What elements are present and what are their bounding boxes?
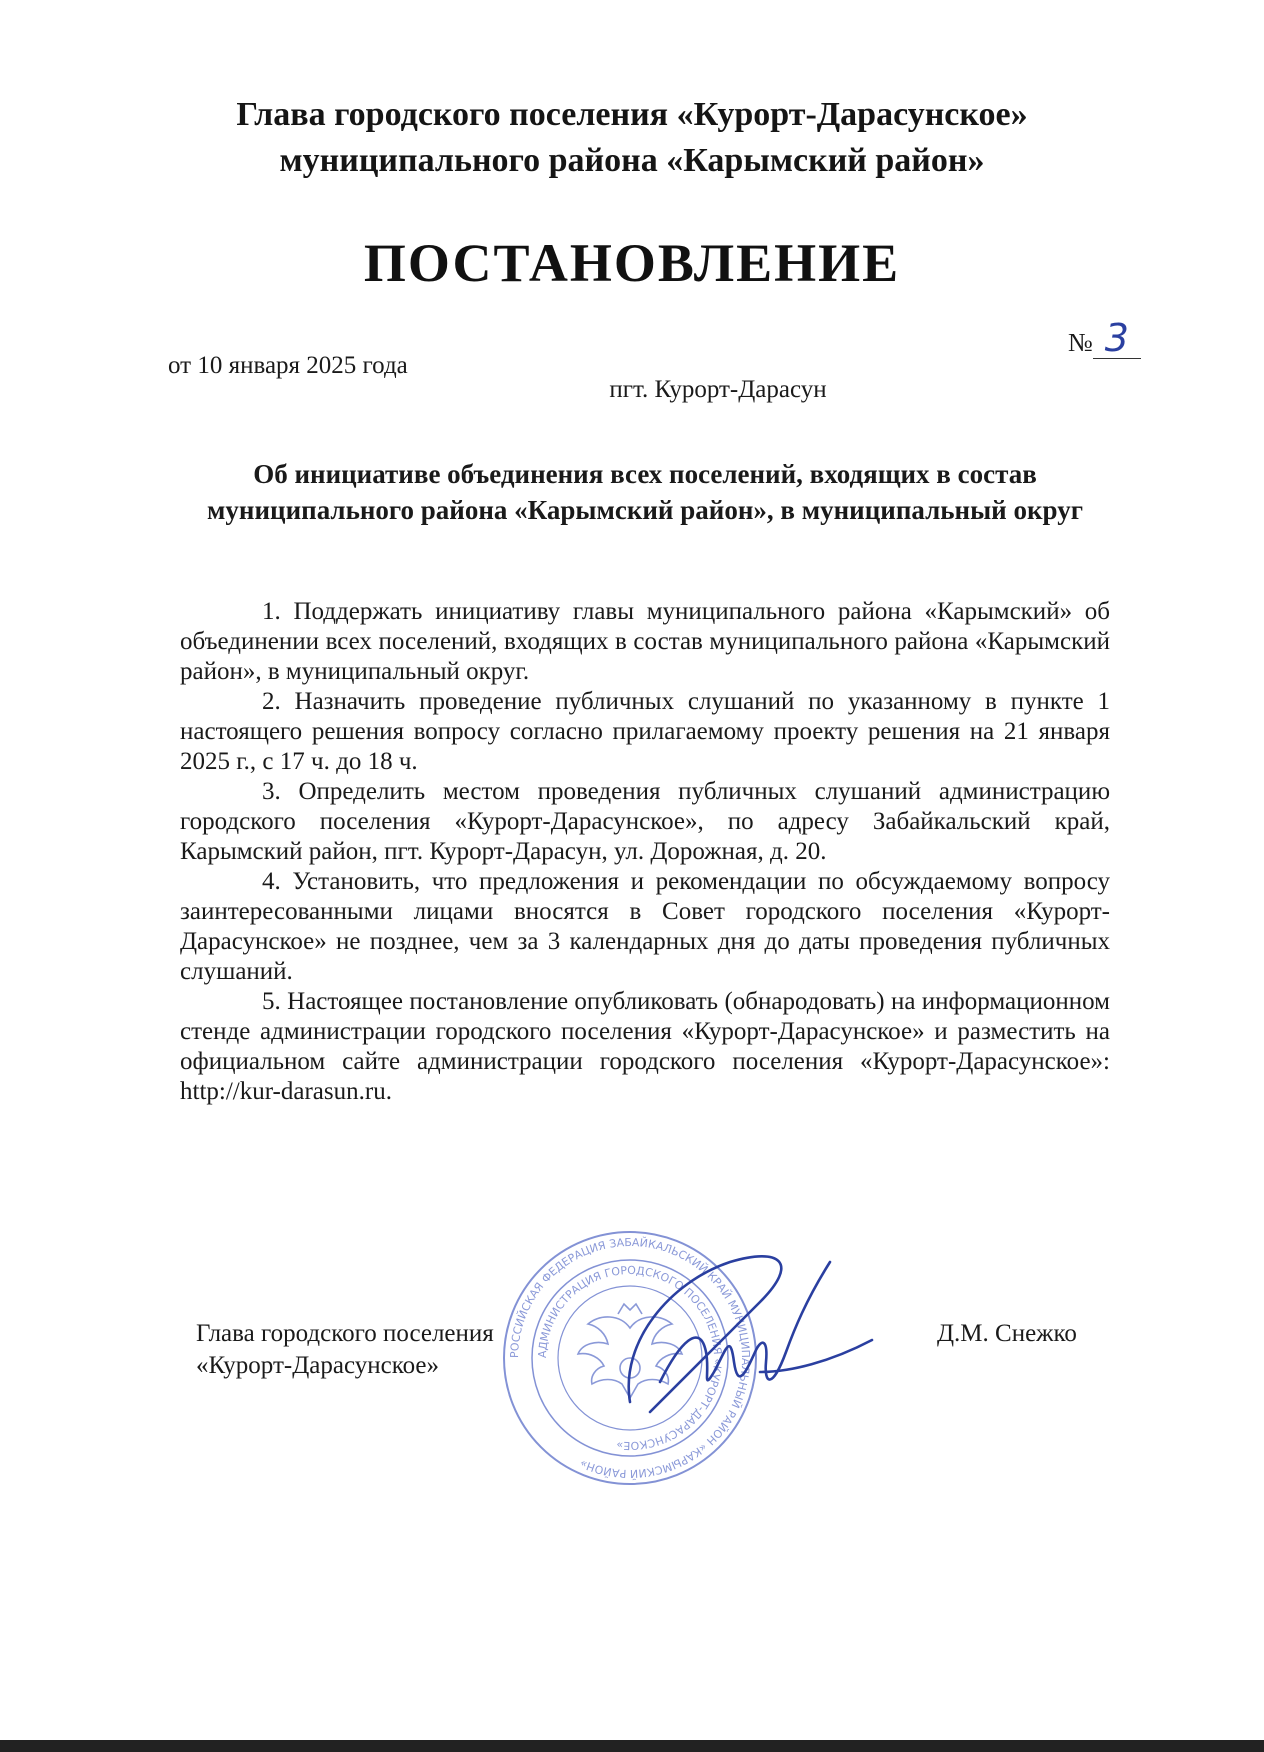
body-item: 3. Определить местом проведения публичных слушаний администрацию городского поселения «Курорт-Дарасунское», по адресу Забайкальский край, Карымский район, пгт. Курорт-Дарасун, ул. Дорожная, д. 20. <box>180 778 1110 865</box>
issuer-line-1: Глава городского поселения «Курорт-Дарасунское» <box>236 96 1028 133</box>
body-item: 4. Установить, что предложения и рекомендации по обсуждаемому вопросу заинтересованными лицами вносятся в Совет городского поселения «Курорт-Дарасунское» не позднее, чем за 3 календарных дня до даты проведения публичных слушаний. <box>180 868 1110 985</box>
number-value: 3 <box>1093 318 1141 359</box>
body-item: 1. Поддержать инициативу главы муниципального района «Карымский» об объединении всех поселений, входящих в состав муниципального района «Карымский район», в муниципальный округ. <box>180 598 1110 685</box>
issuer-line-2: муниципального района «Карымский район» <box>279 142 985 179</box>
place-label: пгт. Курорт-Дарасун <box>609 376 827 403</box>
document-body <box>180 597 1110 1107</box>
issuer-header <box>150 92 1114 184</box>
document-date: от 10 января 2025 года <box>168 352 408 379</box>
document-type-title: ПОСТАНОВЛЕНИЕ <box>363 233 901 293</box>
body-item: 5. Настоящее постановление опубликовать (обнародовать) на информационном стенде администрации городского поселения «Курорт-Дарасунское» и разместить на официальном сайте администрации городского поселения «Курорт-Дарасунское»: http://kur-darasun.ru. <box>180 988 1110 1105</box>
signatory-position <box>196 1318 494 1382</box>
scan-edge <box>0 1740 1264 1752</box>
signatory-position-line-2: «Курорт-Дарасунское» <box>196 1352 439 1379</box>
subject-line-2: муниципального района «Карымский район», в муниципальный округ <box>207 495 1083 525</box>
body-item: 2. Назначить проведение публичных слушаний по указанному в пункте 1 настоящего решения вопросу согласно прилагаемому проекту решения на 21 января 2025 г., с 17 ч. до 18 ч. <box>180 688 1110 775</box>
number-sign: № <box>1068 328 1093 357</box>
signatory-position-line-1: Глава городского поселения <box>196 1320 494 1347</box>
seal-inner-text: АДМИНИСТРАЦИЯ ГОРОДСКОГО ПОСЕЛЕНИЯ «КУРОРТ-ДАРАСУНСКОЕ» <box>535 1263 725 1453</box>
seal-outer-text: РОССИЙСКАЯ ФЕДЕРАЦИЯ ЗАБАЙКАЛЬСКИЙ КРАЙ МУНИЦИПАЛЬНЫЙ РАЙОН «КАРЫМСКИЙ РАЙОН» <box>507 1235 753 1481</box>
subject-line-1: Об инициативе объединения всех поселений, входящих в состав <box>253 459 1037 489</box>
document-place <box>0 376 1264 404</box>
document-number <box>1068 318 1141 359</box>
signatory-name: Д.М. Снежко <box>937 1320 1077 1347</box>
handwritten-signature <box>610 1222 880 1432</box>
document-subject <box>180 456 1110 528</box>
